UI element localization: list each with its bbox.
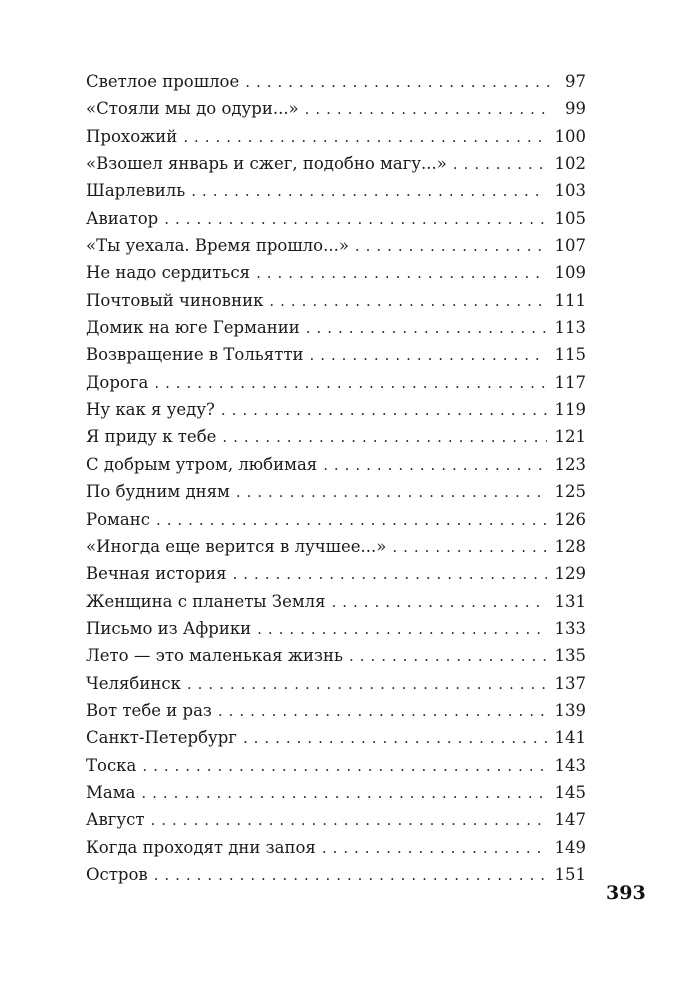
- toc-entry-page: 121: [554, 427, 586, 447]
- toc-entry: [86, 560, 586, 587]
- toc-entry: [86, 670, 586, 697]
- toc-entry-title: Шарлевиль: [86, 181, 186, 201]
- toc-entry: [86, 341, 586, 368]
- toc-entry: [86, 697, 586, 724]
- toc-entry: [86, 724, 586, 751]
- toc-entry-title: Санкт-Петербург: [86, 728, 237, 748]
- toc-entry-page: 145: [554, 782, 586, 802]
- toc-entry-title: Романс: [86, 509, 150, 529]
- dot-leader: [221, 397, 547, 424]
- dot-leader: [191, 178, 546, 205]
- toc-entry-page: 135: [554, 646, 586, 666]
- toc-entry-page: 133: [554, 618, 586, 638]
- dot-leader: [218, 698, 547, 725]
- toc-entry-page: 147: [554, 810, 586, 830]
- toc-entry: [86, 588, 586, 615]
- toc-entry-page: 111: [554, 290, 586, 310]
- toc-entry: [86, 232, 586, 259]
- dot-leader: [245, 69, 550, 96]
- dot-leader: [154, 370, 546, 397]
- toc-entry-title: Не надо сердиться: [86, 263, 251, 283]
- toc-entry-title: Домик на юге Германии: [86, 318, 300, 338]
- dot-leader: [322, 835, 547, 862]
- toc-entry: [86, 423, 586, 450]
- toc-entry-page: 125: [554, 482, 586, 502]
- toc-entry: [86, 861, 586, 888]
- dot-leader: [151, 807, 547, 834]
- toc-entry-title: Прохожий: [86, 126, 178, 146]
- dot-leader: [309, 342, 546, 369]
- toc-entry: [86, 752, 586, 779]
- toc-entry-title: «Ты уехала. Время прошло...»: [86, 236, 349, 256]
- toc-entry: [86, 314, 586, 341]
- toc-entry: [86, 806, 586, 833]
- toc-entry-title: Остров: [86, 864, 148, 884]
- toc-entry-page: 102: [554, 154, 586, 174]
- toc-entry-page: 123: [554, 454, 586, 474]
- toc-entry: [86, 642, 586, 669]
- toc-entry-title: Светлое прошлое: [86, 72, 240, 91]
- dot-leader: [332, 589, 547, 616]
- toc-entry-title: Авиатор: [86, 208, 159, 228]
- dot-leader: [183, 124, 546, 151]
- toc-entry-page: 117: [554, 372, 586, 392]
- toc-entry-page: 103: [554, 181, 586, 201]
- toc-entry-title: Вот тебе и раз: [86, 700, 212, 720]
- toc-entry-title: Ну как я уеду?: [86, 400, 215, 420]
- toc-entry: [86, 451, 586, 478]
- toc-entry-title: Почтовый чиновник: [86, 290, 264, 310]
- toc-entry: [86, 369, 586, 396]
- toc-entry-page: 119: [554, 400, 586, 420]
- toc-entry: [86, 287, 586, 314]
- toc-entry: [86, 205, 586, 232]
- toc-entry-page: 128: [554, 536, 586, 556]
- dot-leader: [243, 725, 547, 752]
- toc-entry: [86, 177, 586, 204]
- dot-leader: [323, 452, 546, 479]
- toc-entry-page: 109: [554, 263, 586, 283]
- toc-entry-page: 131: [554, 591, 586, 611]
- dot-leader: [269, 288, 546, 315]
- dot-leader: [154, 862, 547, 889]
- toc-entry: [86, 95, 586, 122]
- toc-entry-title: Письмо из Африки: [86, 618, 252, 638]
- toc-entry-title: Август: [86, 810, 145, 830]
- toc-entry: [86, 533, 586, 560]
- toc-entry-title: Дорога: [86, 372, 149, 392]
- dot-leader: [236, 479, 547, 506]
- toc-entry: [86, 478, 586, 505]
- toc-entry-title: Лето — это маленькая жизнь: [86, 646, 343, 666]
- dot-leader: [142, 753, 546, 780]
- toc-entry: [86, 506, 586, 533]
- toc-entry: [86, 779, 586, 806]
- page-number: 393: [606, 882, 646, 904]
- dot-leader: [349, 643, 547, 670]
- toc-entry: [86, 259, 586, 286]
- toc-entry-page: 107: [554, 236, 586, 256]
- dot-leader: [233, 561, 547, 588]
- dot-leader: [392, 534, 546, 561]
- toc-entry: [86, 396, 586, 423]
- toc-entry-title: Женщина с планеты Земля: [86, 591, 326, 611]
- toc-entry-page: 139: [554, 700, 586, 720]
- toc-entry: [86, 615, 586, 642]
- toc-entry-page: 100: [554, 126, 586, 146]
- toc-entry-page: 129: [554, 564, 586, 584]
- toc-entry-title: Вечная история: [86, 564, 227, 584]
- dot-leader: [453, 151, 547, 178]
- toc-entry-title: Тоска: [86, 755, 137, 775]
- toc-entry: [86, 68, 586, 95]
- toc-entry-page: 97: [565, 72, 586, 91]
- toc-entry-page: 99: [565, 99, 586, 119]
- toc-entry-title: Когда проходят дни запоя: [86, 837, 316, 857]
- toc-entry-page: 113: [554, 318, 586, 338]
- dot-leader: [156, 507, 547, 534]
- toc-entry-page: 137: [554, 673, 586, 693]
- toc-entry: [86, 150, 586, 177]
- toc-entry-page: 151: [554, 864, 586, 884]
- dot-leader: [305, 96, 550, 123]
- dot-leader: [141, 780, 546, 807]
- toc-entry-title: Я приду к тебе: [86, 427, 217, 447]
- dot-leader: [306, 315, 547, 342]
- toc-entry-page: 143: [554, 755, 586, 775]
- toc-entry-title: Возвращение в Тольятти: [86, 345, 304, 365]
- toc-entry-page: 126: [554, 509, 586, 529]
- toc-entry-title: «Стояли мы до одури...»: [86, 99, 299, 119]
- toc-entry-page: 105: [554, 208, 586, 228]
- dot-leader: [187, 671, 547, 698]
- dot-leader: [355, 233, 547, 260]
- dot-leader: [164, 206, 546, 233]
- toc-entry-title: Мама: [86, 782, 136, 802]
- dot-leader: [222, 424, 546, 451]
- toc-entry: [86, 834, 586, 861]
- toc-entry-page: 115: [554, 345, 586, 365]
- toc-entry-title: С добрым утром, любимая: [86, 454, 318, 474]
- toc-entry-title: «Иногда еще верится в лучшее...»: [86, 536, 387, 556]
- toc-entry-title: «Взошел январь и сжег, подобно магу...»: [86, 154, 447, 174]
- toc-entry: [86, 123, 586, 150]
- dot-leader: [257, 616, 546, 643]
- toc-entry-title: По будним дням: [86, 482, 230, 502]
- toc-entry-page: 141: [554, 728, 586, 748]
- toc-entry-title: Челябинск: [86, 673, 181, 693]
- table-of-contents: [86, 68, 586, 888]
- dot-leader: [256, 260, 546, 287]
- toc-entry-page: 149: [554, 837, 586, 857]
